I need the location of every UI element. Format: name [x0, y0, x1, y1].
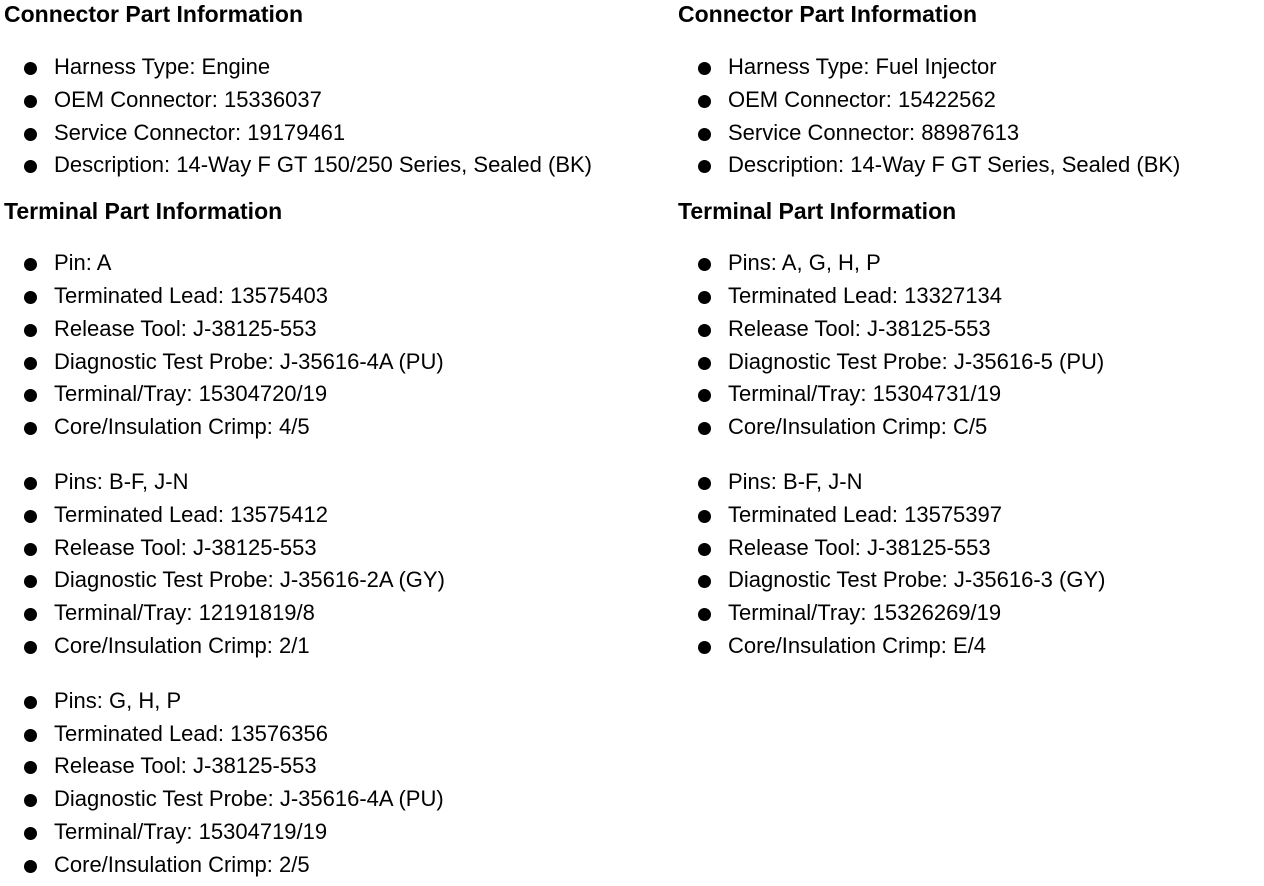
right-terminal-group-2 [678, 466, 1264, 663]
list-item [678, 117, 1264, 150]
list-item [4, 84, 674, 117]
list-item [4, 597, 674, 630]
list-item [678, 84, 1264, 117]
bullet-icon [24, 291, 37, 304]
list-item [4, 378, 674, 411]
list-item [678, 247, 1264, 280]
list-item-text: Release Tool: J-38125-553 [54, 315, 317, 341]
list-item [4, 117, 674, 150]
bullet-icon [24, 860, 37, 873]
left-terminal-group-2 [4, 466, 674, 663]
left-connector-heading: Connector Part Information [4, 1, 304, 27]
list-item-text: Core/Insulation Crimp: C/5 [728, 414, 988, 440]
left-connector-list [4, 51, 674, 182]
list-item-text: Diagnostic Test Probe: J-35616-3 (GY) [728, 567, 1106, 593]
list-item [4, 149, 674, 182]
list-item-text: Terminated Lead: 13575397 [728, 501, 1002, 527]
list-item [4, 346, 674, 379]
bullet-icon [698, 422, 711, 435]
bullet-icon [698, 575, 711, 588]
list-item-text: Diagnostic Test Probe: J-35616-2A (GY) [54, 567, 445, 593]
bullet-icon [24, 357, 37, 370]
list-item-text: Pin: A [54, 250, 112, 276]
bullet-icon [24, 160, 37, 173]
list-item-text: Harness Type: Engine [54, 54, 271, 79]
list-item-text: Release Tool: J-38125-553 [728, 534, 991, 560]
list-item [678, 411, 1264, 444]
list-item [4, 313, 674, 346]
list-item [4, 564, 674, 597]
list-item-text: Pins: G, H, P [54, 687, 182, 713]
list-item [4, 630, 674, 663]
left-terminal-group-3 [4, 685, 674, 882]
list-item-text: Core/Insulation Crimp: 2/1 [54, 632, 310, 658]
bullet-icon [24, 794, 37, 807]
bullet-icon [698, 128, 711, 141]
bullet-icon [24, 258, 37, 271]
bullet-icon [698, 324, 711, 337]
bullet-icon [24, 95, 37, 108]
bullet-icon [24, 729, 37, 742]
list-item [4, 685, 674, 718]
list-item [678, 597, 1264, 630]
list-item [4, 750, 674, 783]
list-item-text: Terminal/Tray: 15304719/19 [54, 818, 328, 844]
list-item-text: Description: 14-Way F GT 150/250 Series, Sealed (BK) [54, 152, 593, 178]
list-item-text: Terminal/Tray: 12191819/8 [54, 600, 315, 626]
list-item-text: Release Tool: J-38125-553 [54, 534, 317, 560]
list-item-text: Service Connector: 19179461 [54, 119, 346, 145]
bullet-icon [24, 641, 37, 654]
bullet-icon [24, 422, 37, 435]
list-item-text: Terminated Lead: 13327134 [728, 282, 1002, 308]
right-column [678, 0, 1264, 663]
list-item-text: Terminal/Tray: 15304720/19 [54, 381, 328, 407]
bullet-icon [698, 477, 711, 490]
list-item [4, 247, 674, 280]
bullet-icon [698, 160, 711, 173]
bullet-icon [698, 641, 711, 654]
list-item-text: Core/Insulation Crimp: 4/5 [54, 414, 310, 440]
left-terminal-group-1 [4, 247, 674, 444]
left-terminal-heading: Terminal Part Information [4, 198, 283, 225]
right-terminal-group-1 [678, 247, 1264, 444]
list-item-text: Pins: B-F, J-N [54, 468, 189, 494]
right-connector-heading: Connector Part Information [678, 1, 978, 27]
bullet-icon [698, 543, 711, 556]
list-item-text: Diagnostic Test Probe: J-35616-4A (PU) [54, 348, 444, 374]
bullet-icon [698, 291, 711, 304]
list-item [4, 532, 674, 565]
bullet-icon [24, 389, 37, 402]
list-item [678, 564, 1264, 597]
bullet-icon [24, 324, 37, 337]
list-item [678, 499, 1264, 532]
list-item-text: Pins: B-F, J-N [728, 468, 863, 494]
list-item-text: Terminated Lead: 13575412 [54, 501, 328, 527]
list-item-text: Terminated Lead: 13576356 [54, 720, 328, 746]
bullet-icon [698, 510, 711, 523]
bullet-icon [698, 258, 711, 271]
left-column [4, 0, 674, 882]
bullet-icon [24, 696, 37, 709]
bullet-icon [24, 761, 37, 774]
list-item [4, 718, 674, 751]
bullet-icon [698, 357, 711, 370]
bullet-icon [24, 477, 37, 490]
bullet-icon [698, 389, 711, 402]
list-item-text: Diagnostic Test Probe: J-35616-5 (PU) [728, 348, 1105, 374]
list-item [678, 313, 1264, 346]
bullet-icon [24, 827, 37, 840]
list-item [678, 466, 1264, 499]
list-item-text: OEM Connector: 15336037 [54, 86, 322, 112]
bullet-icon [24, 543, 37, 556]
bullet-icon [24, 575, 37, 588]
list-item [4, 816, 674, 849]
list-item [678, 280, 1264, 313]
bullet-icon [24, 128, 37, 141]
list-item-text: Release Tool: J-38125-553 [54, 753, 317, 779]
list-item-text: Terminated Lead: 13575403 [54, 282, 328, 308]
list-item [678, 51, 1264, 84]
list-item [4, 280, 674, 313]
bullet-icon [24, 510, 37, 523]
list-item [4, 51, 674, 84]
list-item-text: Release Tool: J-38125-553 [728, 315, 991, 341]
bullet-icon [698, 62, 711, 75]
right-connector-list [678, 51, 1264, 182]
right-terminal-heading: Terminal Part Information [678, 198, 957, 225]
list-item [4, 783, 674, 816]
list-item [678, 532, 1264, 565]
list-item-text: Harness Type: Fuel Injector [728, 54, 997, 79]
bullet-icon [698, 608, 711, 621]
list-item-text: Pins: A, G, H, P [728, 250, 881, 276]
list-item [678, 630, 1264, 663]
list-item-text: Core/Insulation Crimp: 2/5 [54, 851, 310, 877]
list-item [678, 149, 1264, 182]
bullet-icon [24, 62, 37, 75]
list-item [4, 849, 674, 882]
bullet-icon [698, 95, 711, 108]
bullet-icon [24, 608, 37, 621]
list-item-text: Description: 14-Way F GT Series, Sealed (BK) [728, 152, 1181, 178]
list-item-text: Service Connector: 88987613 [728, 119, 1020, 145]
list-item [4, 411, 674, 444]
list-item-text: Terminal/Tray: 15304731/19 [728, 381, 1002, 407]
list-item [678, 346, 1264, 379]
list-item [678, 378, 1264, 411]
list-item [4, 499, 674, 532]
list-item-text: Terminal/Tray: 15326269/19 [728, 600, 1002, 626]
list-item-text: OEM Connector: 15422562 [728, 86, 996, 112]
list-item [4, 466, 674, 499]
list-item-text: Diagnostic Test Probe: J-35616-4A (PU) [54, 786, 444, 812]
list-item-text: Core/Insulation Crimp: E/4 [728, 632, 986, 658]
